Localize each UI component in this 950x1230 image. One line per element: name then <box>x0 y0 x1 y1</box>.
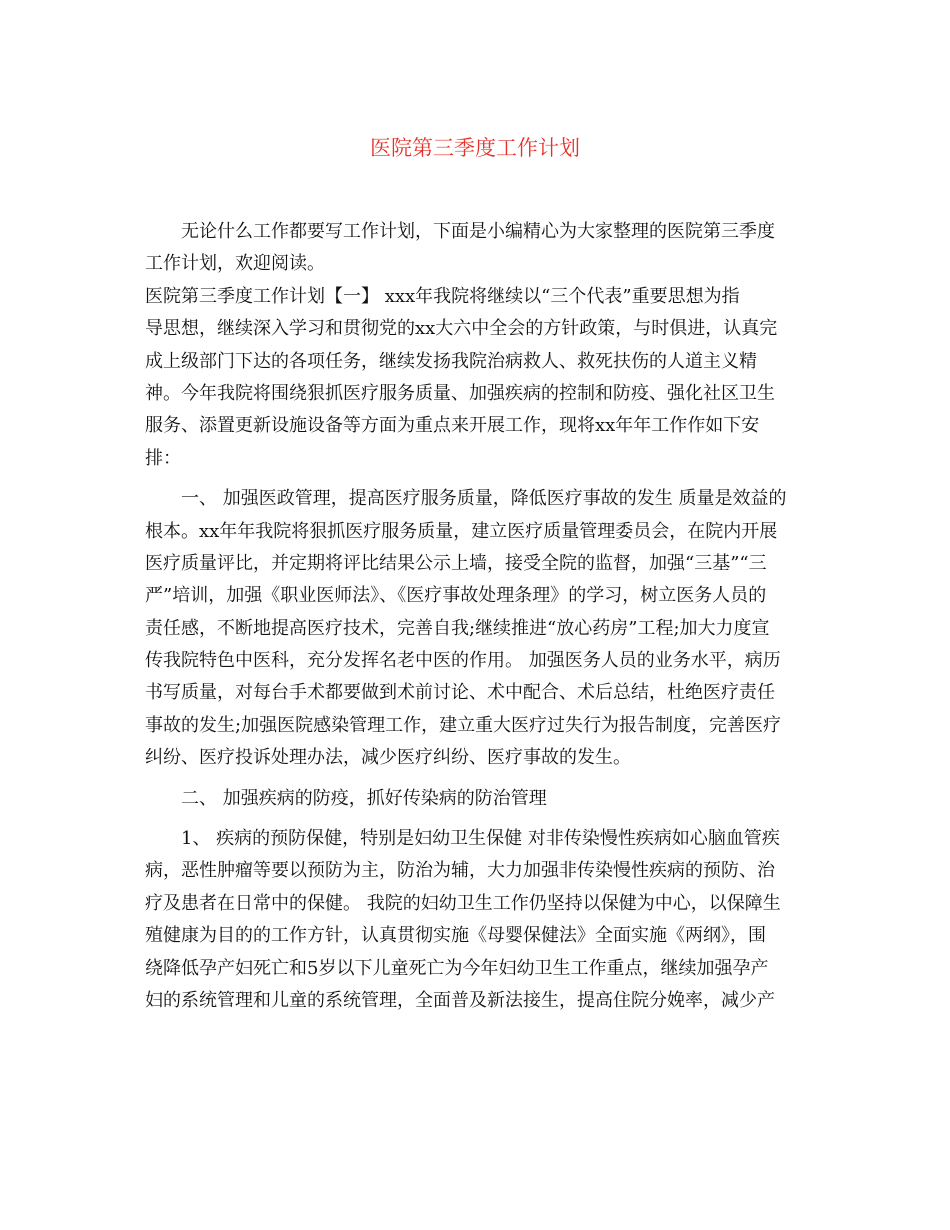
body-line: 根本。xx年年我院将狠抓医疗服务质量，建立医疗质量管理委员会，在院内开展 <box>145 520 778 542</box>
body-line: 服务、添置更新设施设备等方面为重点来开展工作，现将xx年年工作作如下安 <box>145 415 760 437</box>
body-line: 二、 加强疾病的防疫，抓好传染病的防治管理 <box>181 787 547 809</box>
body-line: 纠纷、医疗投诉处理办法，减少医疗纠纷、医疗事故的发生。 <box>145 747 631 769</box>
body-line: 严”培训，加强《职业医师法》、《医疗事故处理条理》的学习，树立医务人员的 <box>145 585 767 607</box>
body-line: 绕降低孕产妇死亡和5岁以下儿童死亡为今年妇幼卫生工作重点，继续加强孕产 <box>145 957 769 979</box>
body-line: 传我院特色中医科，充分发挥名老中医的作用。 加强医务人员的业务水平，病历 <box>145 650 781 672</box>
body-line: 事故的发生;加强医院感染管理工作，建立重大医疗过失行为报告制度，完善医疗 <box>145 714 782 736</box>
body-line: 导思想，继续深入学习和贯彻党的xx大六中全会的方针政策，与时俱进，认真完 <box>145 318 778 340</box>
document-body <box>145 216 807 1017</box>
body-line: 责任感，不断地提高医疗技术，完善自我;继续推进“放心药房”工程;加大力度宣 <box>145 617 770 639</box>
body-line: 工作计划，欢迎阅读。 <box>145 253 325 275</box>
body-line: 神。今年我院将围绕狠抓医疗服务质量、加强疾病的控制和防疫、强化社区卫生 <box>145 382 775 404</box>
body-line: 医疗质量评比，并定期将评比结果公示上墙，接受全院的监督，加强“三基”“三 <box>145 552 767 574</box>
body-line: 殖健康为目的的工作方针，认真贯彻实施《母婴保健法》全面实施《两纲》，围 <box>145 925 766 947</box>
body-line: 无论什么工作都要写工作计划，下面是小编精心为大家整理的医院第三季度 <box>181 221 775 242</box>
body-line: 疗及患者在日常中的保健。 我院的妇幼卫生工作仍坚持以保健为中心，以保障生 <box>145 892 781 914</box>
document-title: 医院第三季度工作计划 <box>370 136 580 160</box>
body-line: 一、 加强医政管理，提高医疗服务质量，降低医疗事故的发生 质量是效益的 <box>181 488 787 510</box>
body-line: 书写质量，对每台手术都要做到术前讨论、术中配合、术后总结，杜绝医疗责任 <box>145 682 775 704</box>
body-line: 医院第三季度工作计划【一】 xxx年我院将继续以“三个代表”重要思想为指 <box>145 285 740 307</box>
body-line: 成上级部门下达的各项任务，继续发扬我院治病救人、救死扶伤的人道主义精 <box>145 350 757 372</box>
body-line: 1、 疾病的预防保健，特别是妇幼卫生保健 对非传染慢性疾病如心脑血管疾 <box>181 828 780 850</box>
body-line: 排： <box>145 447 181 469</box>
body-line: 病，恶性肿瘤等要以预防为主，防治为辅，大力加强非传染慢性疾病的预防、治 <box>145 860 775 882</box>
body-line: 妇的系统管理和儿童的系统管理，全面普及新法接生，提高住院分娩率，减少产 <box>145 989 775 1011</box>
